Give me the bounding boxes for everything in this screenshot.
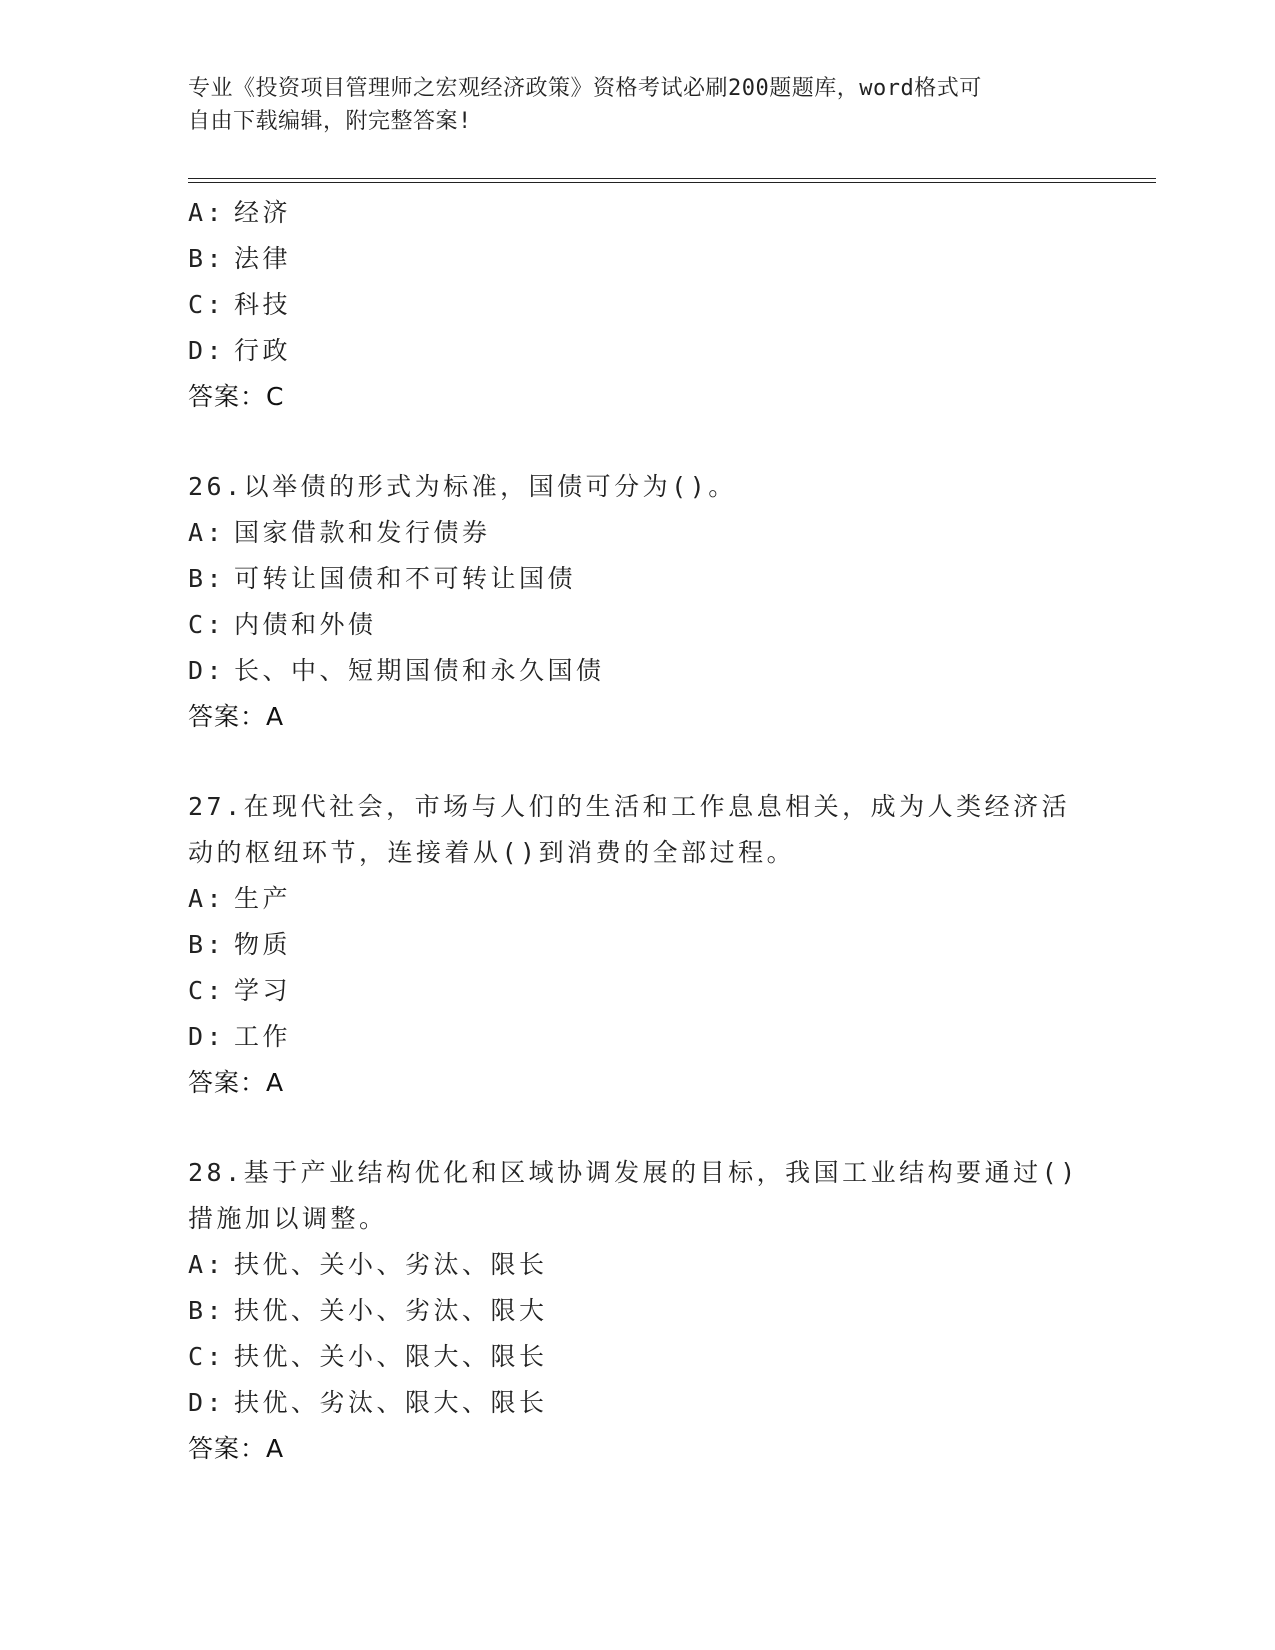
option-text: 工作 bbox=[234, 1022, 292, 1051]
option-label: B: bbox=[188, 930, 226, 959]
option-label: A: bbox=[188, 1250, 226, 1279]
option-d bbox=[188, 1380, 1088, 1426]
answer-line: 答案：C bbox=[188, 382, 285, 411]
option-text: 扶优、关小、劣汰、限大 bbox=[234, 1296, 548, 1325]
option-b bbox=[188, 556, 1088, 602]
option-label: D: bbox=[188, 1022, 226, 1051]
option-text: 行政 bbox=[234, 336, 292, 365]
option-text: 法律 bbox=[234, 244, 292, 273]
option-a bbox=[188, 876, 1088, 922]
option-label: A: bbox=[188, 884, 226, 913]
header-line-1: 专业《投资项目管理师之宏观经济政策》资格考试必刷200题题库，word格式可 bbox=[188, 76, 982, 101]
option-b bbox=[188, 236, 1088, 282]
option-c bbox=[188, 968, 1088, 1014]
option-label: A: bbox=[188, 198, 226, 227]
question-28 bbox=[188, 1150, 1088, 1472]
question-stem: 26.以举债的形式为标准，国债可分为()。 bbox=[188, 472, 737, 501]
option-text: 扶优、关小、劣汰、限长 bbox=[234, 1250, 548, 1279]
document-header bbox=[188, 72, 1068, 138]
option-label: D: bbox=[188, 656, 226, 685]
option-label: C: bbox=[188, 290, 226, 319]
option-b bbox=[188, 1288, 1088, 1334]
option-text: 科技 bbox=[234, 290, 292, 319]
option-text: 扶优、劣汰、限大、限长 bbox=[234, 1388, 548, 1417]
answer-line: 答案：A bbox=[188, 1434, 285, 1463]
option-c bbox=[188, 282, 1088, 328]
option-label: C: bbox=[188, 1342, 226, 1371]
option-a bbox=[188, 1242, 1088, 1288]
question-stem-line-2: 动的枢纽环节，连接着从()到消费的全部过程。 bbox=[188, 838, 796, 867]
option-label: A: bbox=[188, 518, 226, 547]
option-text: 长、中、短期国债和永久国债 bbox=[234, 656, 605, 685]
option-text: 扶优、关小、限大、限长 bbox=[234, 1342, 548, 1371]
option-label: B: bbox=[188, 244, 226, 273]
answer-line: 答案：A bbox=[188, 702, 285, 731]
spacer bbox=[188, 420, 1088, 464]
option-label: D: bbox=[188, 336, 226, 365]
option-label: D: bbox=[188, 1388, 226, 1417]
option-c bbox=[188, 602, 1088, 648]
header-rule-top bbox=[188, 178, 1156, 179]
option-a bbox=[188, 190, 1088, 236]
option-label: B: bbox=[188, 1296, 226, 1325]
option-d bbox=[188, 1014, 1088, 1060]
option-d bbox=[188, 328, 1088, 374]
option-label: C: bbox=[188, 610, 226, 639]
option-text: 国家借款和发行债券 bbox=[234, 518, 491, 547]
header-line-2: 自由下载编辑，附完整答案! bbox=[188, 109, 472, 134]
option-text: 经济 bbox=[234, 198, 292, 227]
option-text: 学习 bbox=[234, 976, 292, 1005]
question-stem-line-1: 28.基于产业结构优化和区域协调发展的目标，我国工业结构要通过() bbox=[188, 1158, 1079, 1187]
answer-line: 答案：A bbox=[188, 1068, 285, 1097]
question-25 bbox=[188, 190, 1088, 420]
question-26 bbox=[188, 464, 1088, 740]
option-text: 可转让国债和不可转让国债 bbox=[234, 564, 577, 593]
question-list bbox=[188, 190, 1088, 1472]
option-a bbox=[188, 510, 1088, 556]
question-stem-line-1: 27.在现代社会，市场与人们的生活和工作息息相关，成为人类经济活 bbox=[188, 792, 1071, 821]
header-rule-bottom bbox=[188, 182, 1156, 183]
question-27 bbox=[188, 784, 1088, 1106]
question-stem-line-2: 措施加以调整。 bbox=[188, 1204, 388, 1233]
option-text: 内债和外债 bbox=[234, 610, 377, 639]
option-text: 生产 bbox=[234, 884, 292, 913]
option-c bbox=[188, 1334, 1088, 1380]
option-label: C: bbox=[188, 976, 226, 1005]
option-b bbox=[188, 922, 1088, 968]
option-label: B: bbox=[188, 564, 226, 593]
option-text: 物质 bbox=[234, 930, 292, 959]
option-d bbox=[188, 648, 1088, 694]
spacer bbox=[188, 1106, 1088, 1150]
spacer bbox=[188, 740, 1088, 784]
